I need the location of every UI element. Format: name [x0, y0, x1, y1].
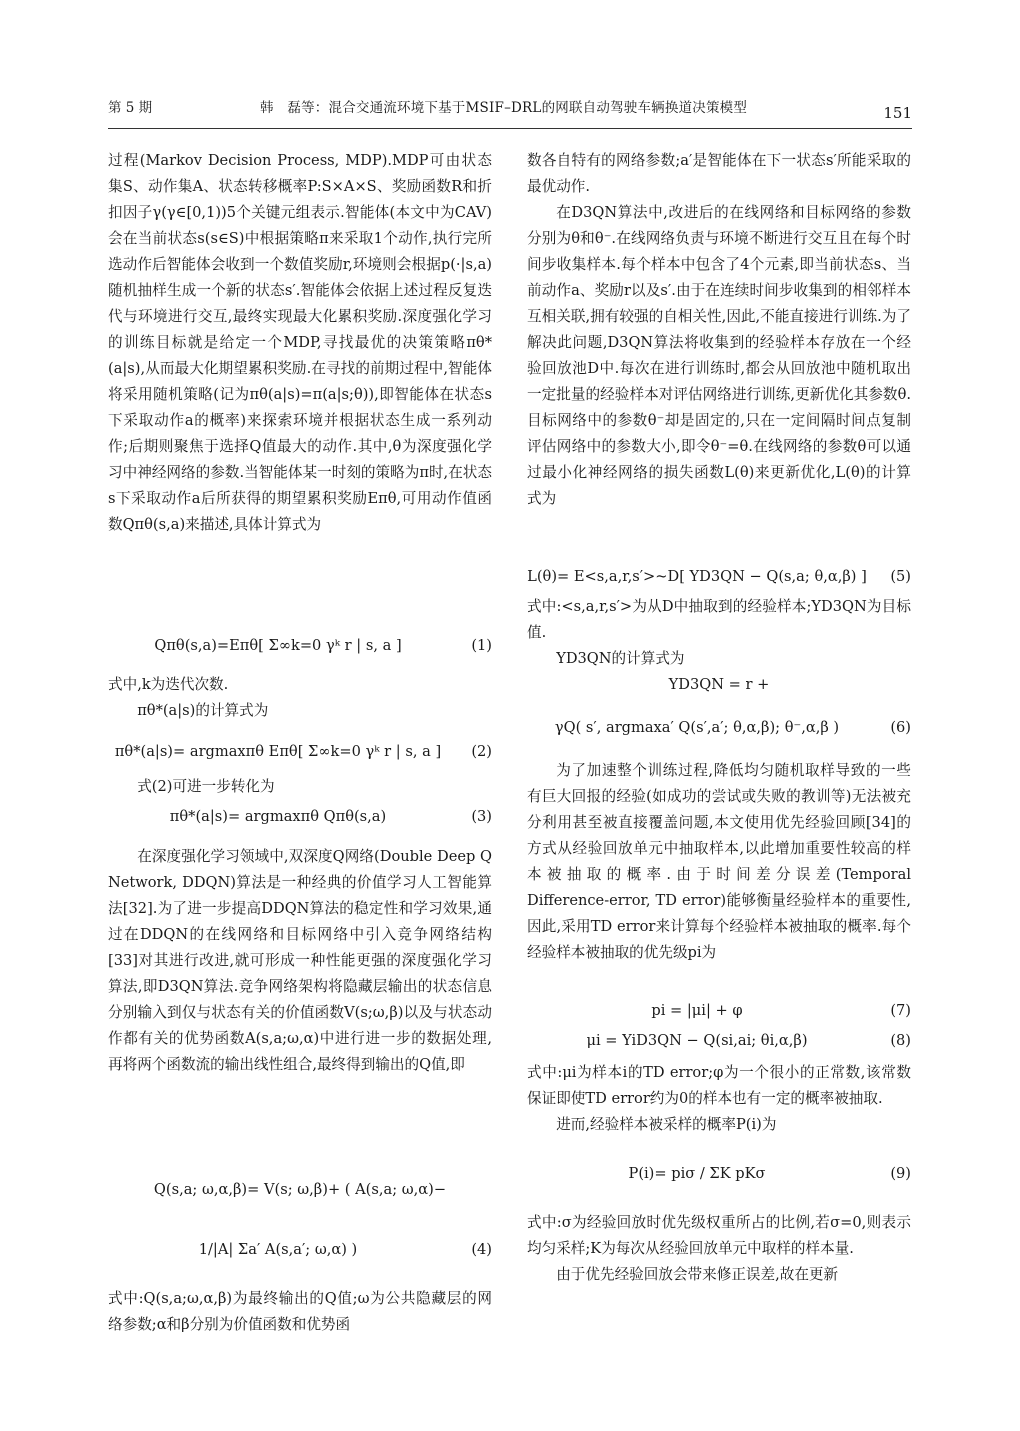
paragraph: 由于优先经验回放会带来修正误差,故在更新 [556, 1266, 839, 1283]
paragraph: 式中:Q(s,a;ω,α,β)为最终输出的Q值;ω为公共隐藏层的网络参数;α和β分别为价值函数和优势函 [108, 1290, 492, 1333]
equation-5 [527, 564, 911, 594]
right-column [527, 148, 911, 1288]
equation-7 [527, 998, 911, 1024]
equation-number: (6) [890, 719, 911, 736]
equation-3 [108, 804, 492, 844]
running-header [108, 96, 912, 126]
paragraph: 为了加速整个训练过程,降低均匀随机取样导致的一些有巨大回报的经验(如成功的尝试或失败的教训等)无法被充分利用甚至被直接覆盖问题,本文使用优先经验回顾[34]的方式从经验回放单元中抽取样本,以此增加重要性较高的样本被抽取的概率.由于时间差分误差(Temporal Difference-error, TD error)能够衡量经验样本的重要性,因此,采用TD error来计算每个经验样本被抽取的概率.每个经验样本被抽取的优先级pi为 [527, 762, 911, 961]
paragraph: 在深度强化学习领域中,双深度Q网络(Double Deep Q Network, DDQN)算法是一种经典的价值学习人工智能算法[32].为了进一步提高DDQN算法的稳定性和学习效果,通过在DDQN的在线网络和目标网络中引入竞争网络结构[33]对其进行改进,就可形成一种性能更强的深度强化学习算法,即D3QN算法.竞争网络架构将隐藏层输出的状态信息分别输入到仅与状态有关的价值函数V(s;ω,β)以及与状态动作都有关的优势函数A(s,a;ω,α)中进行进一步的数据处理,再将两个函数流的输出线性组合,最终得到输出的Q值,即 [108, 848, 492, 1073]
equation-body: πθ*(a|s)= argmaxπθ Eπθ[ Σ∞k=0 γᵏ r | s, a ] [114, 743, 442, 760]
equation-number: (9) [890, 1165, 911, 1182]
equation-2 [108, 730, 492, 774]
paragraph: 式中:<s,a,r,s′>为从D中抽取到的经验样本;YD3QN为目标值. [527, 598, 911, 641]
page-number: 151 [883, 104, 912, 122]
equation-number: (4) [471, 1241, 492, 1258]
equation-body: πθ*(a|s)= argmaxπθ Qπθ(s,a) [169, 808, 387, 825]
equation-1 [108, 624, 492, 668]
equation-number: (5) [890, 568, 911, 585]
equation-body: pi = |μi| + φ [651, 1002, 743, 1019]
equation-body: 1/|A| Σa′ A(s,a′; ω,α) ) [198, 1241, 358, 1258]
equation-body: Qπθ(s,a)=Eπθ[ Σ∞k=0 γᵏ r | s, a ] [154, 637, 402, 654]
equation-4b [108, 1220, 492, 1280]
paragraph: 式中:μi为样本i的TD error;φ为一个很小的正常数,该常数保证即使TD error约为0的样本也有一定的概率被抽取. [527, 1064, 911, 1107]
paragraph: 式(2)可进一步转化为 [137, 778, 275, 795]
equation-6b [527, 698, 911, 758]
paragraph: 过程(Markov Decision Process, MDP).MDP可由状态集S、动作集A、状态转移概率P:S×A×S、奖励函数R和折扣因子γ(γ∈[0,1))5个关键元组表示.智能体(本文中为CAV)会在当前状态s(s∈S)中根据策略π来采取1个动作,执行完所选动作后智能体会收到一个数值奖励r,环境则会根据p(·|s,a)随机抽样生成一个新的状态s′.智能体会依据上述过程反复迭代与环境进行交互,最终实现最大化累积奖励.深度强化学习的训练目标就是给定一个MDP,寻找最优的决策策略πθ*(a|s),从而最大化期望累积奖励.在寻找的前期过程中,智能体将采用随机策略(记为πθ(a|s)=π(a|s;θ)),即智能体在状态s下采取动作a的概率)来探索环境并根据状态生成一系列动作;后期则聚焦于选择Q值最大的动作.其中,θ为深度强化学习中神经网络的参数.当智能体某一时刻的策略为π时,在状态s下采取动作a后所获得的期望累积奖励Eπθ,可用动作值函数Qπθ(s,a)来描述,具体计算式为 [108, 152, 492, 533]
equation-number: (7) [890, 1002, 911, 1019]
paragraph: YD3QN的计算式为 [556, 650, 685, 667]
paragraph: 在D3QN算法中,改进后的在线网络和目标网络的参数分别为θ和θ⁻.在线网络负责与环境不断进行交互且在每个时间步收集样本.每个样本中包含了4个元素,即当前状态s、当前动作a、奖励r以及s′.由于在连续时间步收集到的相邻样本互相关联,拥有较强的自相关性,因此,不能直接进行训练.为了解决此问题,D3QN算法将收集到的经验样本存放在一个经验回放池D中.每次在进行训练时,都会从回放池中随机取出一定批量的经验样本对评估网络进行训练,更新优化其参数θ.目标网络中的参数θ⁻却是固定的,只在一定间隔时间点复制评估网络中的参数大小,即令θ⁻=θ.在线网络的参数θ可以通过最小化神经网络的损失函数L(θ)来更新优化,L(θ)的计算式为 [527, 204, 911, 507]
equation-number: (8) [890, 1032, 911, 1049]
equation-body: Q(s,a; ω,α,β)= V(s; ω,β)+ ( A(s,a; ω,α)− [153, 1181, 447, 1198]
equation-body: P(i)= piσ / ΣK pKσ [628, 1165, 766, 1182]
equation-9 [527, 1144, 911, 1204]
equation-body: γQ( s′, argmaxa′ Q(s′,a′; θ,α,β); θ⁻,α,β ) [554, 719, 840, 736]
equation-number: (3) [471, 808, 492, 825]
paragraph: πθ*(a|s)的计算式为 [137, 702, 269, 719]
issue-label: 第 5 期 [108, 100, 153, 116]
equation-body: YD3QN = r + [668, 676, 770, 693]
equation-8 [527, 1028, 911, 1054]
equation-body: μi = YiD3QN − Q(si,ai; θi,α,β) [586, 1032, 808, 1049]
equation-body: L(θ)= E<s,a,r,s′>~D[ YD3QN − Q(s,a; θ,α,β) ] [527, 568, 867, 585]
equation-6a [527, 672, 911, 698]
paragraph: 式中,k为迭代次数. [108, 676, 229, 693]
paragraph: 进而,经验样本被采样的概率P(i)为 [556, 1116, 777, 1133]
equation-4a [108, 1160, 492, 1220]
equation-number: (2) [471, 743, 492, 760]
paragraph: 式中:σ为经验回放时优先级权重所占的比例,若σ=0,则表示均匀采样;K为每次从经验回放单元中取样的样本量. [527, 1214, 911, 1257]
paragraph: 数各自特有的网络参数;a′是智能体在下一状态s′所能采取的最优动作. [527, 152, 911, 195]
header-rule [108, 128, 912, 129]
equation-number: (1) [471, 637, 492, 654]
running-title: 韩 磊等：混合交通流环境下基于MSIF–DRL的网联自动驾驶车辆换道决策模型 [260, 100, 748, 116]
left-column [108, 148, 492, 1338]
